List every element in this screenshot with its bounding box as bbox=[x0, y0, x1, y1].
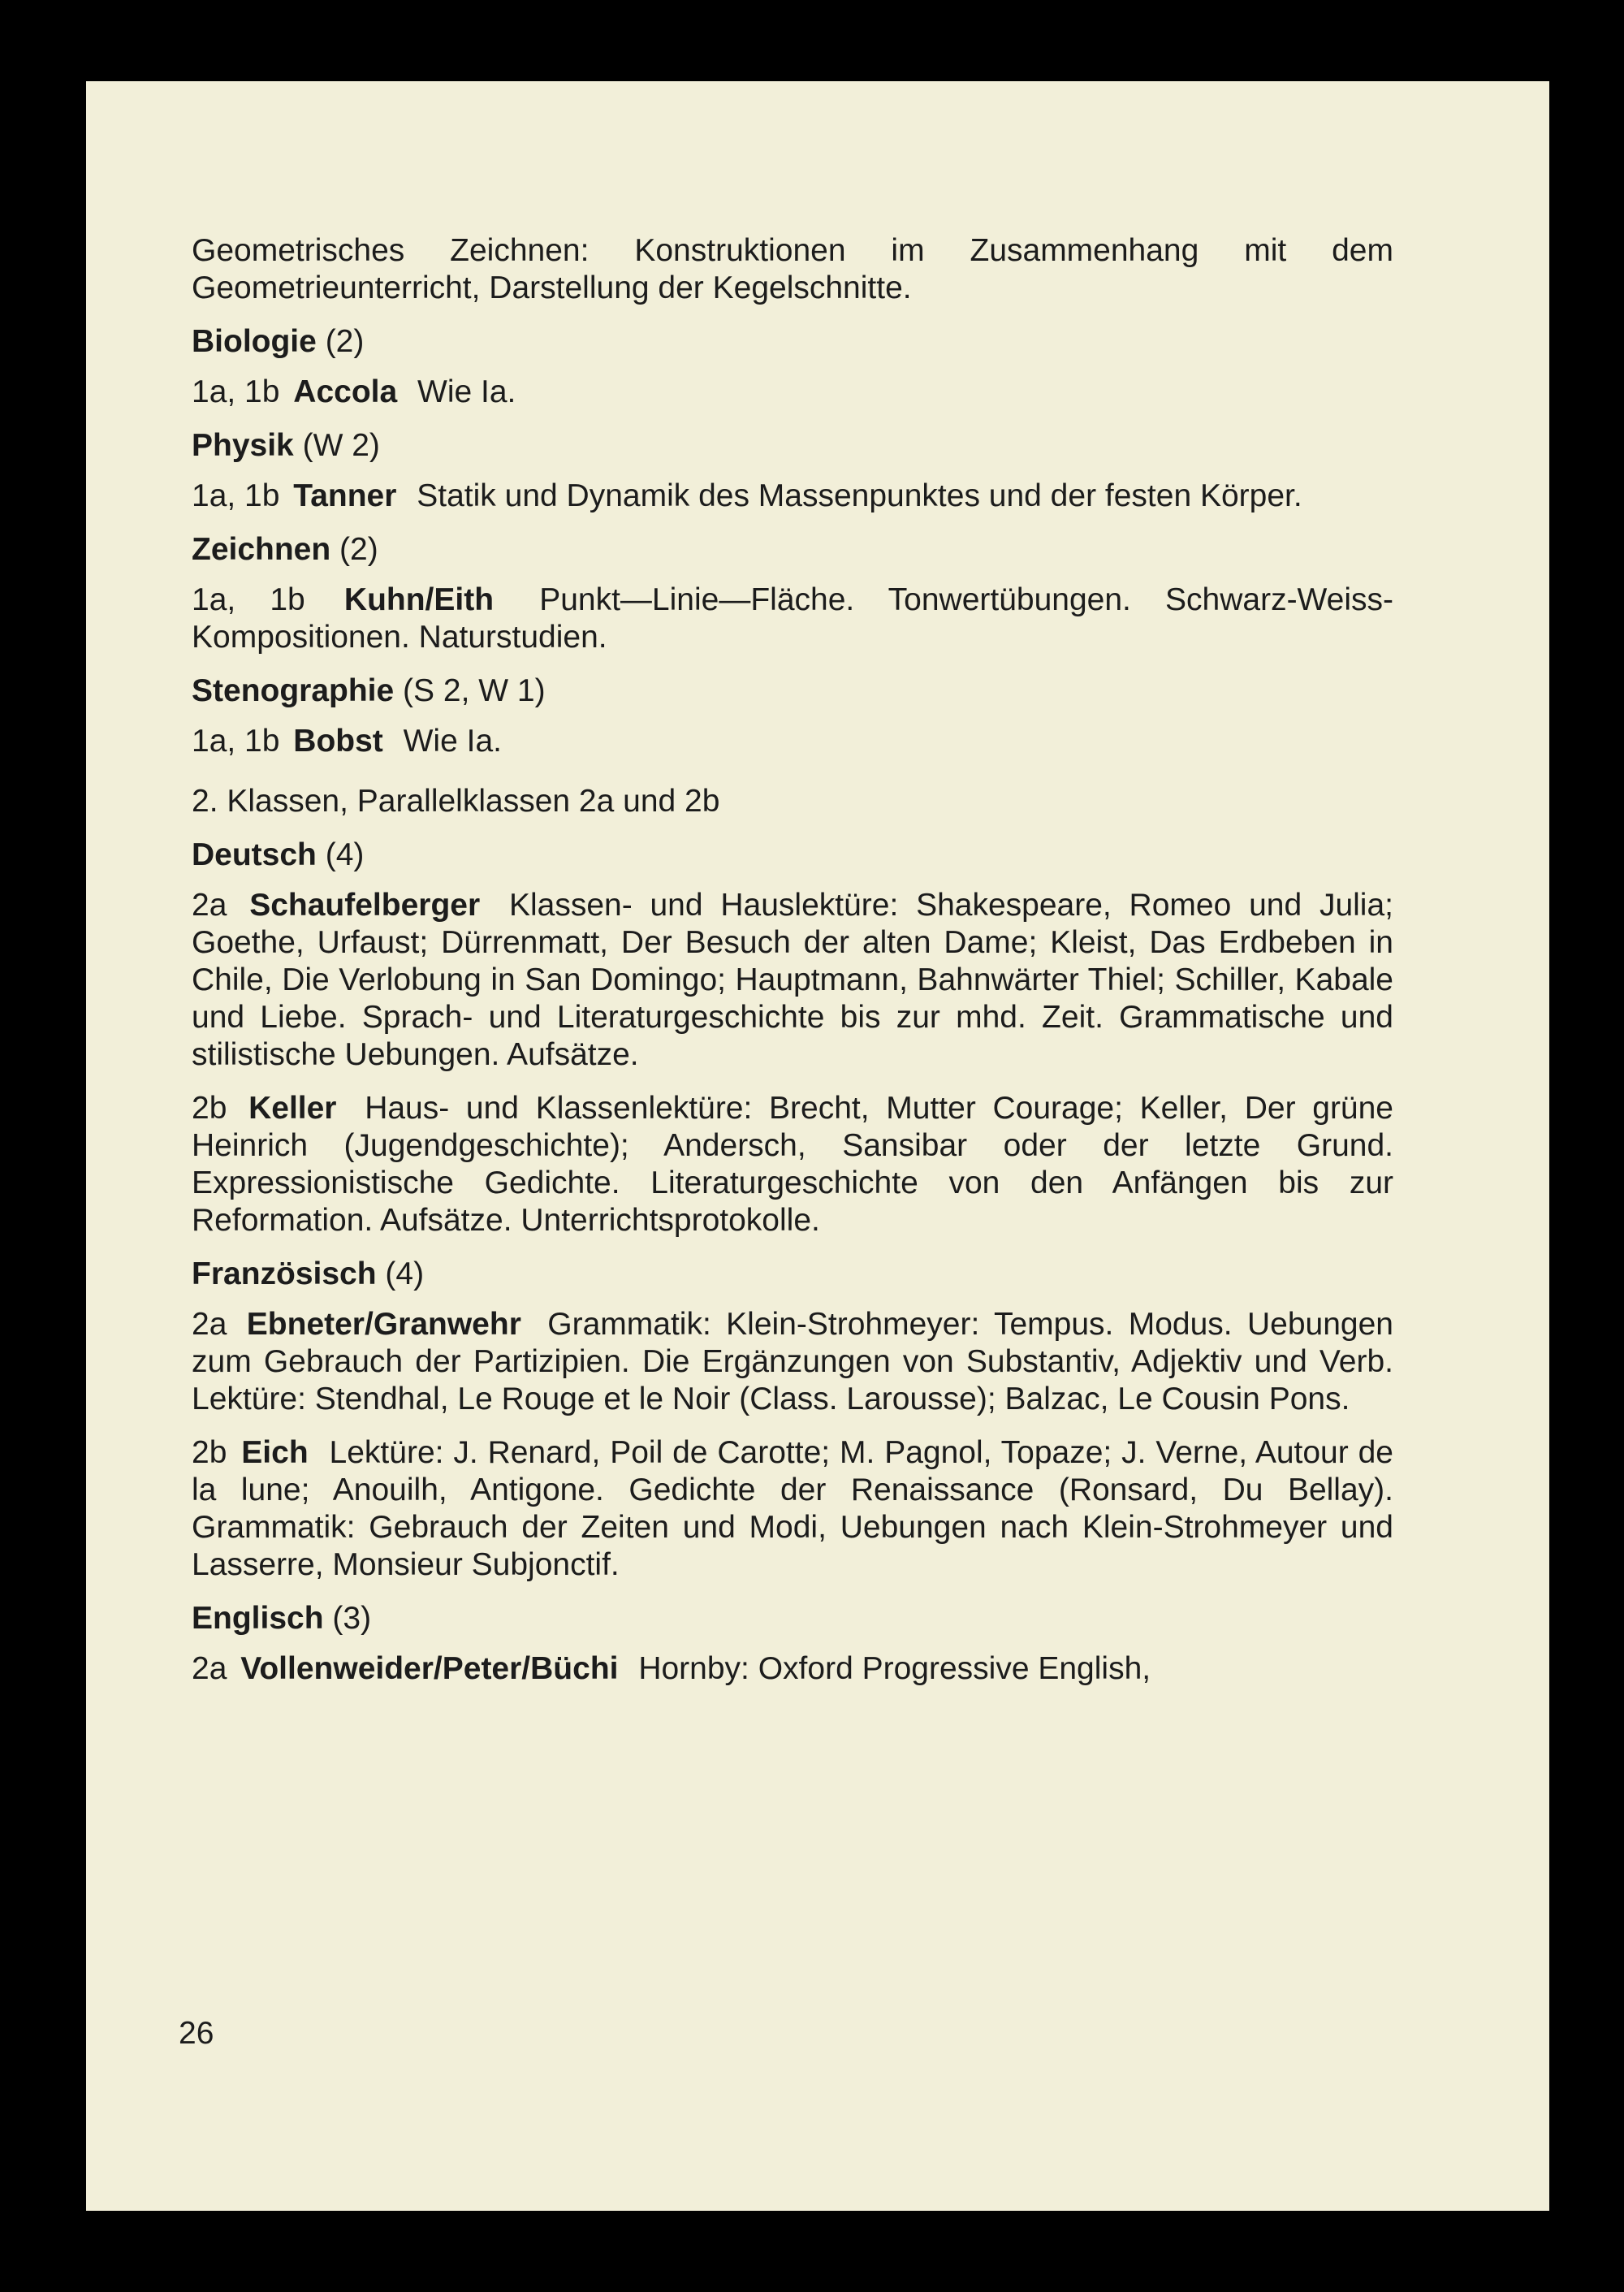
subject-title: Stenographie bbox=[192, 673, 395, 708]
document-page bbox=[86, 81, 1549, 2211]
course-description: Lektüre: J. Renard, Poil de Carotte; M. Pagnol, Topaze; J. Verne, Autour de la lune; Anouilh, Antigone. Gedichte der Renaissance (Ronsard, Du Bellay). Grammatik: Gebrauch der Zeiten und Modi, Uebungen nach Klein-Strohmeyer und Lasserre, Monsieur Subjonctif. bbox=[192, 1435, 1393, 1582]
class-label: 1a, 1b bbox=[192, 724, 280, 759]
page-content bbox=[192, 232, 1393, 1704]
course-entry bbox=[192, 1306, 1393, 1418]
teacher-name: Keller bbox=[248, 1091, 337, 1126]
course-entry bbox=[192, 887, 1393, 1074]
course-description: Hornby: Oxford Progressive English, bbox=[638, 1651, 1151, 1686]
subject-hours: (4) bbox=[325, 837, 365, 872]
subject-heading-franzoesisch bbox=[192, 1256, 1393, 1293]
subject-hours: (W 2) bbox=[302, 428, 380, 463]
subject-hours: (3) bbox=[332, 1601, 372, 1636]
course-entry bbox=[192, 1090, 1393, 1239]
class-label: 2b bbox=[192, 1091, 227, 1126]
course-entry bbox=[192, 374, 1393, 411]
subject-heading-physik bbox=[192, 427, 1393, 465]
subject-hours: (2) bbox=[339, 532, 378, 567]
subject-heading-stenographie bbox=[192, 672, 1393, 710]
subject-title: Physik bbox=[192, 428, 294, 463]
subject-title: Deutsch bbox=[192, 837, 317, 872]
class-label: 1a, 1b bbox=[192, 478, 280, 513]
subject-hours: (2) bbox=[325, 324, 365, 359]
course-description: Punkt—Linie—Fläche. Tonwertübungen. Schwarz-Weiss-Kompositionen. Naturstudien. bbox=[192, 582, 1394, 655]
teacher-name: Accola bbox=[293, 374, 398, 409]
subject-heading-zeichnen bbox=[192, 531, 1393, 569]
subject-heading-deutsch bbox=[192, 837, 1393, 874]
subject-heading-biologie bbox=[192, 323, 1393, 361]
course-description: Grammatik: Klein-Strohmeyer: Tempus. Modus. Uebungen zum Gebrauch der Partizipien. Die Ergänzungen von Substantiv, Adjektiv und Verb. Lektüre: Stendhal, Le Rouge et le Noir (Class. Larousse); Balzac, Le Cousin Pons. bbox=[192, 1307, 1393, 1416]
course-description: Statik und Dynamik des Massenpunktes und der festen Körper. bbox=[417, 478, 1302, 513]
subject-title: Englisch bbox=[192, 1601, 324, 1636]
course-entry bbox=[192, 723, 1393, 760]
subject-heading-englisch bbox=[192, 1600, 1393, 1637]
subject-hours: (4) bbox=[385, 1256, 425, 1291]
course-entry bbox=[192, 1650, 1393, 1688]
teacher-name: Kuhn/Eith bbox=[343, 582, 495, 617]
section-heading: 2. Klassen, Parallelklassen 2a und 2b bbox=[192, 784, 720, 819]
subject-title: Biologie bbox=[192, 324, 317, 359]
course-description: Haus- und Klassenlektüre: Brecht, Mutter Courage; Keller, Der grüne Heinrich (Jugendgeschichte); Andersch, Sansibar oder der letzte Grund. Expressionistische Gedichte. Literaturgeschichte von den Anfängen bis zur Reformation. Aufsätze. Unterrichtsprotokolle. bbox=[192, 1091, 1393, 1238]
class-label: 2b bbox=[192, 1435, 227, 1470]
teacher-name: Eich bbox=[241, 1435, 309, 1470]
teacher-name: Vollenweider/Peter/Büchi bbox=[240, 1651, 619, 1686]
class-label: 1a, 1b bbox=[192, 374, 280, 409]
course-description: Wie Ia. bbox=[403, 724, 502, 759]
subject-title: Französisch bbox=[192, 1256, 377, 1291]
course-description: Klassen- und Hauslektüre: Shakespeare, Romeo und Julia; Goethe, Urfaust; Dürrenmatt, Der Besuch der alten Dame; Kleist, Das Erdbeben in Chile, Die Verlobung in San Domingo; Hauptmann, Bahnwärter Thiel; Schiller, Kabale und Liebe. Sprach- und Literaturgeschichte bis zur mhd. Zeit. Grammatische und stilistische Uebungen. Aufsätze. bbox=[192, 888, 1393, 1072]
subject-hours: (S 2, W 1) bbox=[403, 673, 546, 708]
class-label: 2a bbox=[192, 1651, 227, 1686]
course-entry bbox=[192, 582, 1393, 656]
class-label: 2a bbox=[192, 888, 227, 923]
subject-title: Zeichnen bbox=[192, 532, 331, 567]
teacher-name: Ebneter/Granwehr bbox=[246, 1307, 521, 1342]
teacher-name: Schaufelberger bbox=[249, 888, 481, 923]
course-description: Wie Ia. bbox=[417, 374, 516, 409]
course-entry bbox=[192, 1434, 1393, 1584]
intro-paragraph: Geometrisches Zeichnen: Konstruktionen im Zusammenhang mit dem Geometrieunterricht, Darstellung der Kegelschnitte. bbox=[192, 233, 1393, 305]
class-label: 2a bbox=[192, 1307, 227, 1342]
page-number: 26 bbox=[179, 2016, 214, 2051]
course-entry bbox=[192, 478, 1393, 515]
teacher-name: Bobst bbox=[293, 724, 383, 759]
teacher-name: Tanner bbox=[293, 478, 397, 513]
class-label: 1a, 1b bbox=[192, 582, 305, 617]
